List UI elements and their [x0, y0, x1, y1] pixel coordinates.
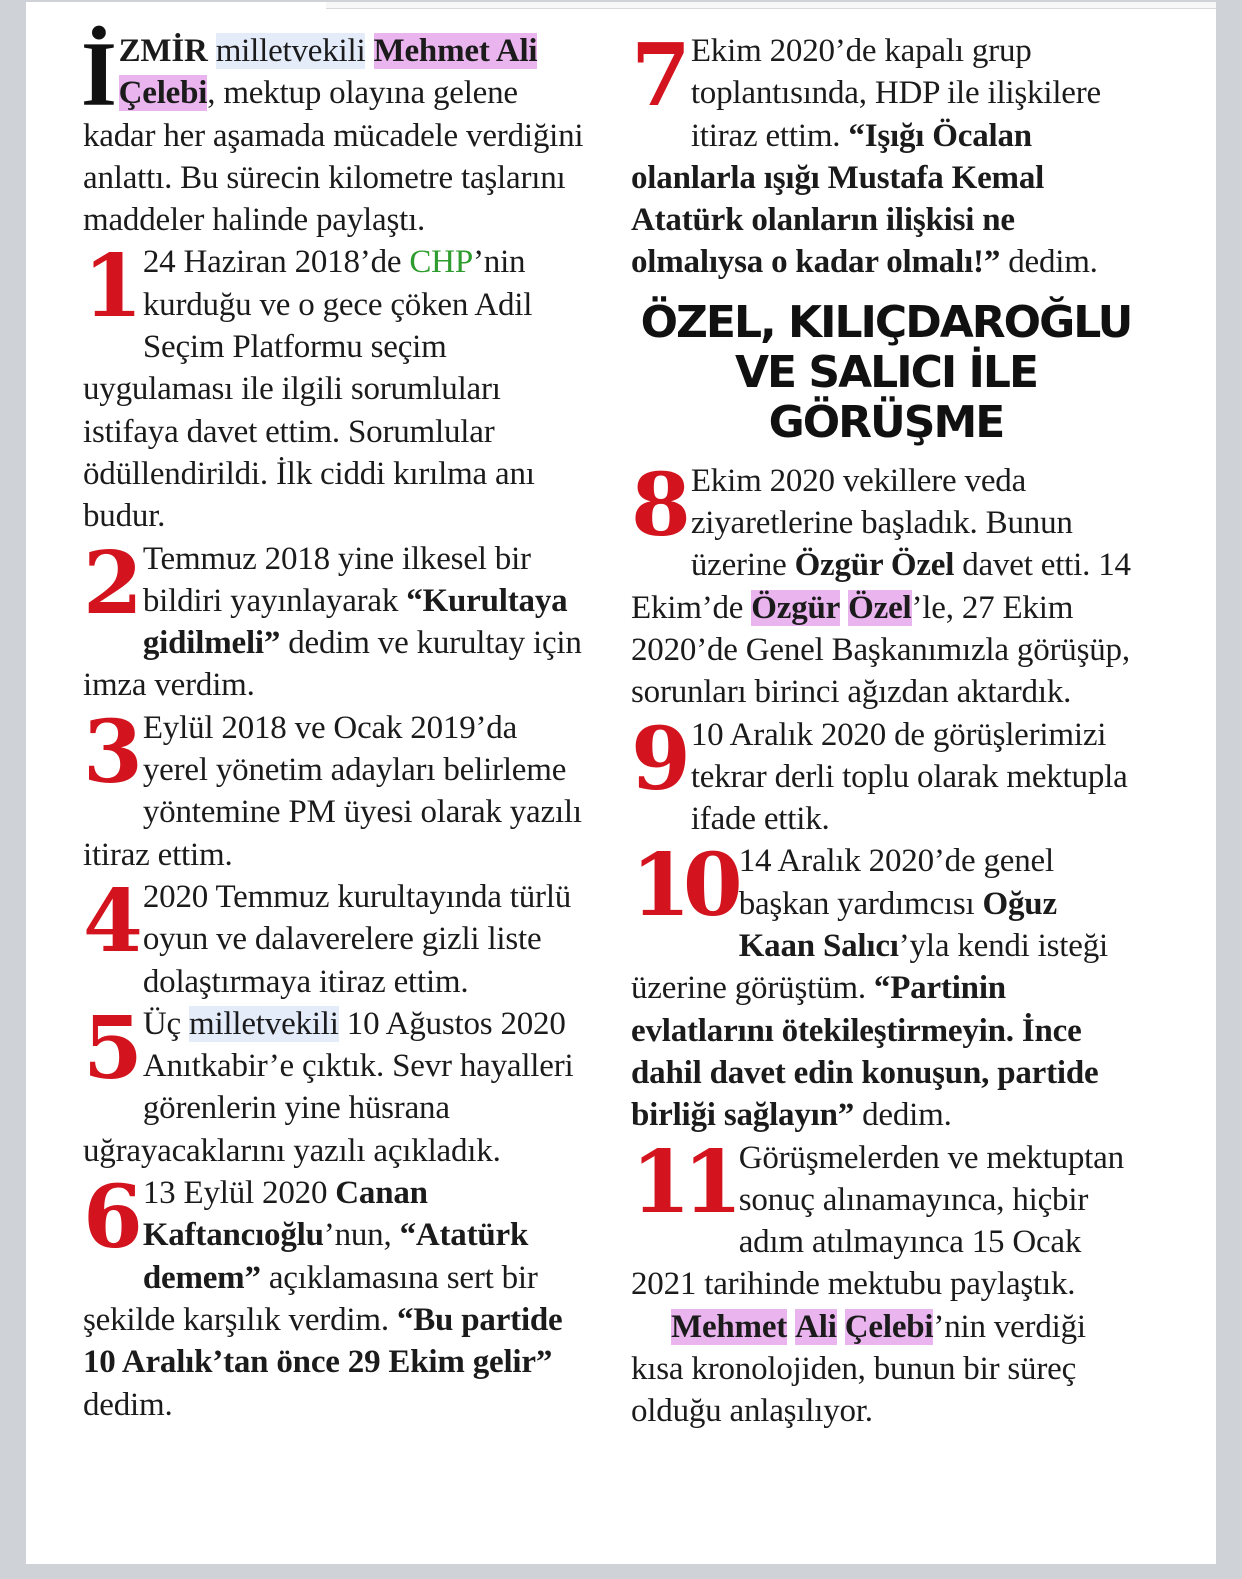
name-bold: Canan Kaftancıoğlu	[142, 1175, 428, 1254]
item-11: 11 Görüşmelerden ve mektuptan sonuç alınamayınca, hiçbir adım atılmayınca 15 Ocak 2021 tarihinde mektubu paylaştık.	[631, 1131, 1124, 1303]
quote-bold: “Kurultaya gidilmeli”	[142, 582, 568, 662]
quote-bold: “Partinin evlatlarını ötekileştirmeyin. İnce dahil davet edin konuşun, partide birliği sağlayın”	[631, 970, 1099, 1134]
highlight-name: Mehmet Ali	[373, 33, 538, 69]
item-number: 1	[83, 236, 139, 338]
item-number: 3	[83, 701, 139, 803]
quote-bold: “Işığı Öcalan olanlarla ışığı Mustafa Kemal Atatürk olanların ilişkisi ne olmalıysa o kadar olmalı!”	[631, 117, 1045, 281]
highlight-surname: Çelebi	[844, 1308, 934, 1345]
item-5: 5 Üç milletvekili 10 Ağustos 2020 Anıtkabir’e çıktık. Sevr hayalleri görenlerin yine hüsrana uğrayacaklarını yazılı açıkladık.	[83, 997, 574, 1169]
item-6: 6 13 Eylül 2020 Canan Kaftancıoğlu’nun, “Atatürk demem” açıklamasına sert bir şekilde karşılık verdim. “Bu partide 10 Aralık’tan önce 29 Ekim gelir” dedim.	[83, 1167, 563, 1423]
section-subheading: ÖZEL, KILIÇDAROĞLU VE SALICI İLE GÖRÜŞME	[640, 296, 1132, 448]
window-right-edge	[1216, 0, 1242, 1579]
highlight-surname: Özel	[848, 589, 912, 626]
highlight-chp: CHP	[409, 244, 473, 281]
quote-bold: “Bu partide 10 Aralık’tan önce 29 Ekim gelir”	[83, 1301, 563, 1381]
name-bold: Oğuz Kaan Salıcı	[738, 885, 1057, 965]
item-number: 7	[631, 25, 687, 126]
item-7: 7 Ekim 2020’de kapalı grup toplantısında, HDP ile ilişkilere itiraz ettim. “Işığı Öcalan olanlarla ışığı Mustafa Kemal Atatürk olanların ilişkisi ne olmalıysa o kadar olmalı!” dedim.	[631, 25, 1101, 281]
item-3: 3 Eylül 2018 ve Ocak 2019’da yerel yönetim adayları belirleme yöntemine PM üyesi olarak yazılı itiraz ettim.	[83, 701, 582, 873]
quote-bold: “Atatürk demem”	[142, 1217, 529, 1296]
left-column	[81, 23, 588, 1426]
item-number: 8	[631, 454, 687, 556]
name-bold: Özgür Özel	[794, 547, 955, 584]
highlight-name: Ali	[795, 1308, 837, 1345]
dropcap-letter: İ	[81, 23, 117, 125]
item-number: 4	[83, 870, 139, 972]
highlight-milletvekili: milletvekili	[188, 1005, 339, 1042]
item-number: 9	[631, 708, 687, 810]
intro-paragraph: İZMİR milletvekili Mehmet Ali Çelebi, mektup olayına gelene kadar her aşamada mücadele verdiğini anlattı. Bu sürecin kilometre taşlarını maddeler halinde paylaştı.	[81, 23, 584, 239]
item-8: 8 Ekim 2020 vekillere veda ziyaretlerine başladık. Bunun üzerine Özgür Özel davet etti. 14 Ekim’de Özgür Özel’le, 27 Ekim 2020’de Genel Başkanımızla görüşüp, sorunları birinci ağızdan aktardık.	[631, 454, 1131, 711]
closing-paragraph: Mehmet Ali Çelebi’nin verdiği kısa kronolojiden, bunun bir süreç olduğu anlaşılıyor.	[631, 1308, 1086, 1430]
window-top-edge	[326, 2, 1216, 9]
item-4: 4 2020 Temmuz kurultayında türlü oyun ve dalaverelere gizli liste dolaştırmaya itiraz ettim.	[83, 870, 572, 1000]
item-number: 2	[83, 532, 139, 634]
highlight-name: Mehmet	[671, 1308, 788, 1345]
item-number: 6	[83, 1167, 139, 1269]
highlight-surname: Çelebi	[118, 75, 208, 112]
item-number: 10	[631, 835, 735, 937]
item-2: 2 Temmuz 2018 yine ilkesel bir bildiri yayınlayarak “Kurultaya gidilmeli” dedim ve kurultay için imza verdim.	[83, 532, 582, 704]
item-number: 11	[631, 1131, 735, 1233]
item-9: 9 10 Aralık 2020 de görüşlerimizi tekrar derli toplu olarak mektupla ifade ettik.	[631, 708, 1128, 838]
intro-lead-word: ZMİR	[118, 33, 208, 69]
item-number: 5	[83, 997, 139, 1099]
item-1: 1 24 Haziran 2018’de CHP’nin kurduğu ve o gece çöken Adil Seçim Platformu seçim uygulaması ile ilgili sorumluları istifaya davet ettim. Sorumlular ödüllendirildi. İlk ciddi kırılma anı budur.	[83, 236, 535, 535]
right-column	[631, 25, 1141, 1433]
highlight-milletvekili: milletvekili	[215, 33, 366, 69]
newspaper-clipping	[26, 2, 1216, 1564]
highlight-name: Özgür	[751, 589, 841, 626]
item-10: 10 14 Aralık 2020’de genel başkan yardımcısı Oğuz Kaan Salıcı’yla kendi isteği üzerine görüştüm. “Partinin evlatlarını ötekileştirmeyin. İnce dahil davet edin konuşun, partide birliği sağlayın” dedim.	[631, 835, 1108, 1134]
